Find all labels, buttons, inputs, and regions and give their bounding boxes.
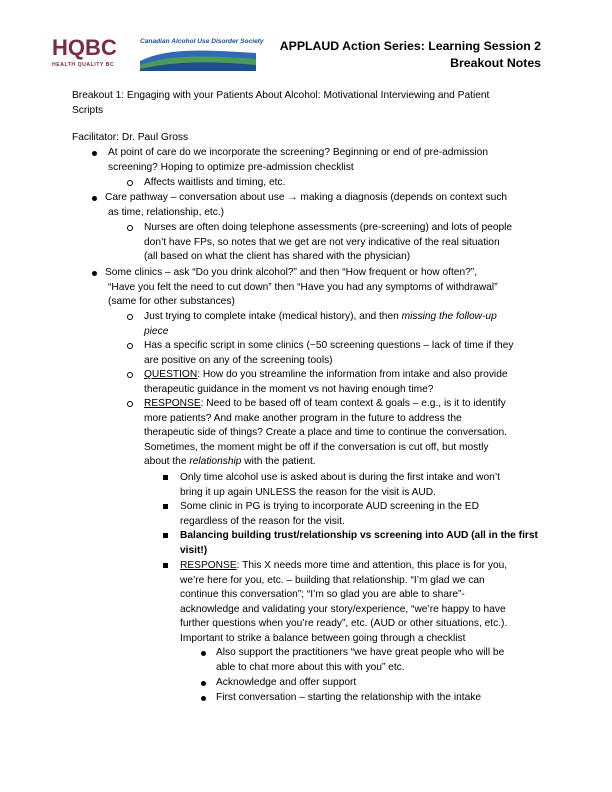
bullet-circle <box>127 310 135 324</box>
list-item-question: QUESTION: How do you streamline the information from intake and also provide therapeutic guidance in the moment vs not having enough time? <box>144 369 508 395</box>
bullet-square <box>163 500 171 514</box>
bullet-circle <box>127 397 135 411</box>
cauds-logo <box>140 38 264 72</box>
list-item-l1-1: At point of care do we incorporate the screening? Beginning or end of pre-admission screening? Hoping to optimize pre-admission checklist <box>108 147 488 173</box>
bullet-disc <box>92 191 100 205</box>
hqbc-logo-wordmark: HQBC <box>52 35 117 60</box>
hqbc-logo <box>52 36 132 74</box>
bullet-circle <box>127 221 135 235</box>
bullet-square <box>163 471 171 485</box>
question-label: QUESTION <box>144 369 198 380</box>
cauds-logo-text: Canadian Alcohol Use Disorder Society <box>140 38 264 45</box>
bullet-square <box>163 559 171 573</box>
cauds-wave-icon <box>140 47 256 71</box>
breakout-heading-line-2: Scripts <box>72 104 104 116</box>
breakout-heading-line-1: Breakout 1: Engaging with your Patients About Alcohol: Motivational Interviewing and Patient <box>72 90 490 101</box>
facilitator-line <box>72 131 542 146</box>
facilitator-name: Dr. Paul Gross <box>121 132 189 143</box>
list-item-s3: Balancing building trust/relationship vs screening into AUD (all in the first visit!) <box>180 530 538 556</box>
response-label: RESPONSE <box>144 398 201 409</box>
list-item-l3a: Just trying to complete intake (medical history), and then missing the follow-up piece <box>144 311 497 337</box>
bullet-disc <box>201 691 209 705</box>
list-item-s4: RESPONSE: This X needs more time and attention, this place is for you, we’re here for you, etc. – building that relationship. “I’m glad we can continue this conversation”; “I’m so glad you are able to share”- acknowledge and validating your story/experience, “we’re happy to have further questions when you’re ready”, etc. (AUD or other situations, etc.). Important to strike a balance between going through a checklist <box>180 560 508 644</box>
list-item-d3: First conversation – starting the relationship with the intake <box>216 692 482 703</box>
list-item-l1-3: Some clinics – ask “Do you drink alcohol?” and then “How frequent or how often?”, “Have you felt the need to cut down” then “Have you had any symptoms of withdrawal” (same for other substances) <box>105 267 498 308</box>
bullet-circle <box>127 368 135 382</box>
facilitator-label: Facilitator: <box>72 132 119 143</box>
list-item-s2: Some clinic in PG is trying to incorporate AUD screening in the ED regardless of the reason for the visit. <box>180 501 479 527</box>
list-item-l1-2a: Nurses are often doing telephone assessments (pre-screening) and lots of people don’t have FPs, so notes that we get are not very indicative of the real situation (all based on what the client has shared with the physician) <box>144 222 513 263</box>
response-label-2: RESPONSE <box>180 560 237 571</box>
bullet-disc <box>92 266 100 280</box>
bullet-circle <box>127 339 135 353</box>
list-item-l1-1a: Affects waitlists and timing, etc. <box>144 177 286 188</box>
document-title <box>280 38 541 72</box>
bullet-circle <box>127 176 135 190</box>
breakout-heading <box>72 89 542 118</box>
bullet-square <box>163 529 171 543</box>
list-item-l1-2: Care pathway – conversation about use → making a diagnosis (depends on context such as time, relationship, etc.) <box>105 192 508 218</box>
bullet-disc <box>201 646 209 660</box>
bullet-disc <box>92 146 100 160</box>
list-item-s1: Only time alcohol use is asked about is during the first intake and won’t bring it up again UNLESS the reason for the visit is AUD. <box>180 472 500 498</box>
bullet-disc <box>201 676 209 690</box>
document-title-line-1: APPLAUD Action Series: Learning Session 2 <box>279 39 541 53</box>
list-item-d2: Acknowledge and offer support <box>216 677 357 688</box>
list-item-d1: Also support the practitioners “we have great people who will be able to chat more about this with you” etc. <box>216 647 505 673</box>
document-title-line-2: Breakout Notes <box>450 56 541 70</box>
list-item-l3b: Has a specific script in some clinics (~50 screening questions – lack of time if they are positive on any of the screening tools) <box>144 340 514 366</box>
hqbc-logo-subtext: HEALTH QUALITY BC <box>52 62 115 68</box>
list-item-response: RESPONSE: Need to be based off of team context & goals – e.g., is it to identify more patients? And make another program in the future to address the therapeutic side of things? Create a place and time to continue the conversation. Sometimes, the moment might be off if the conversation is cut off, but mostly about the relationship with the patient. <box>144 398 508 468</box>
